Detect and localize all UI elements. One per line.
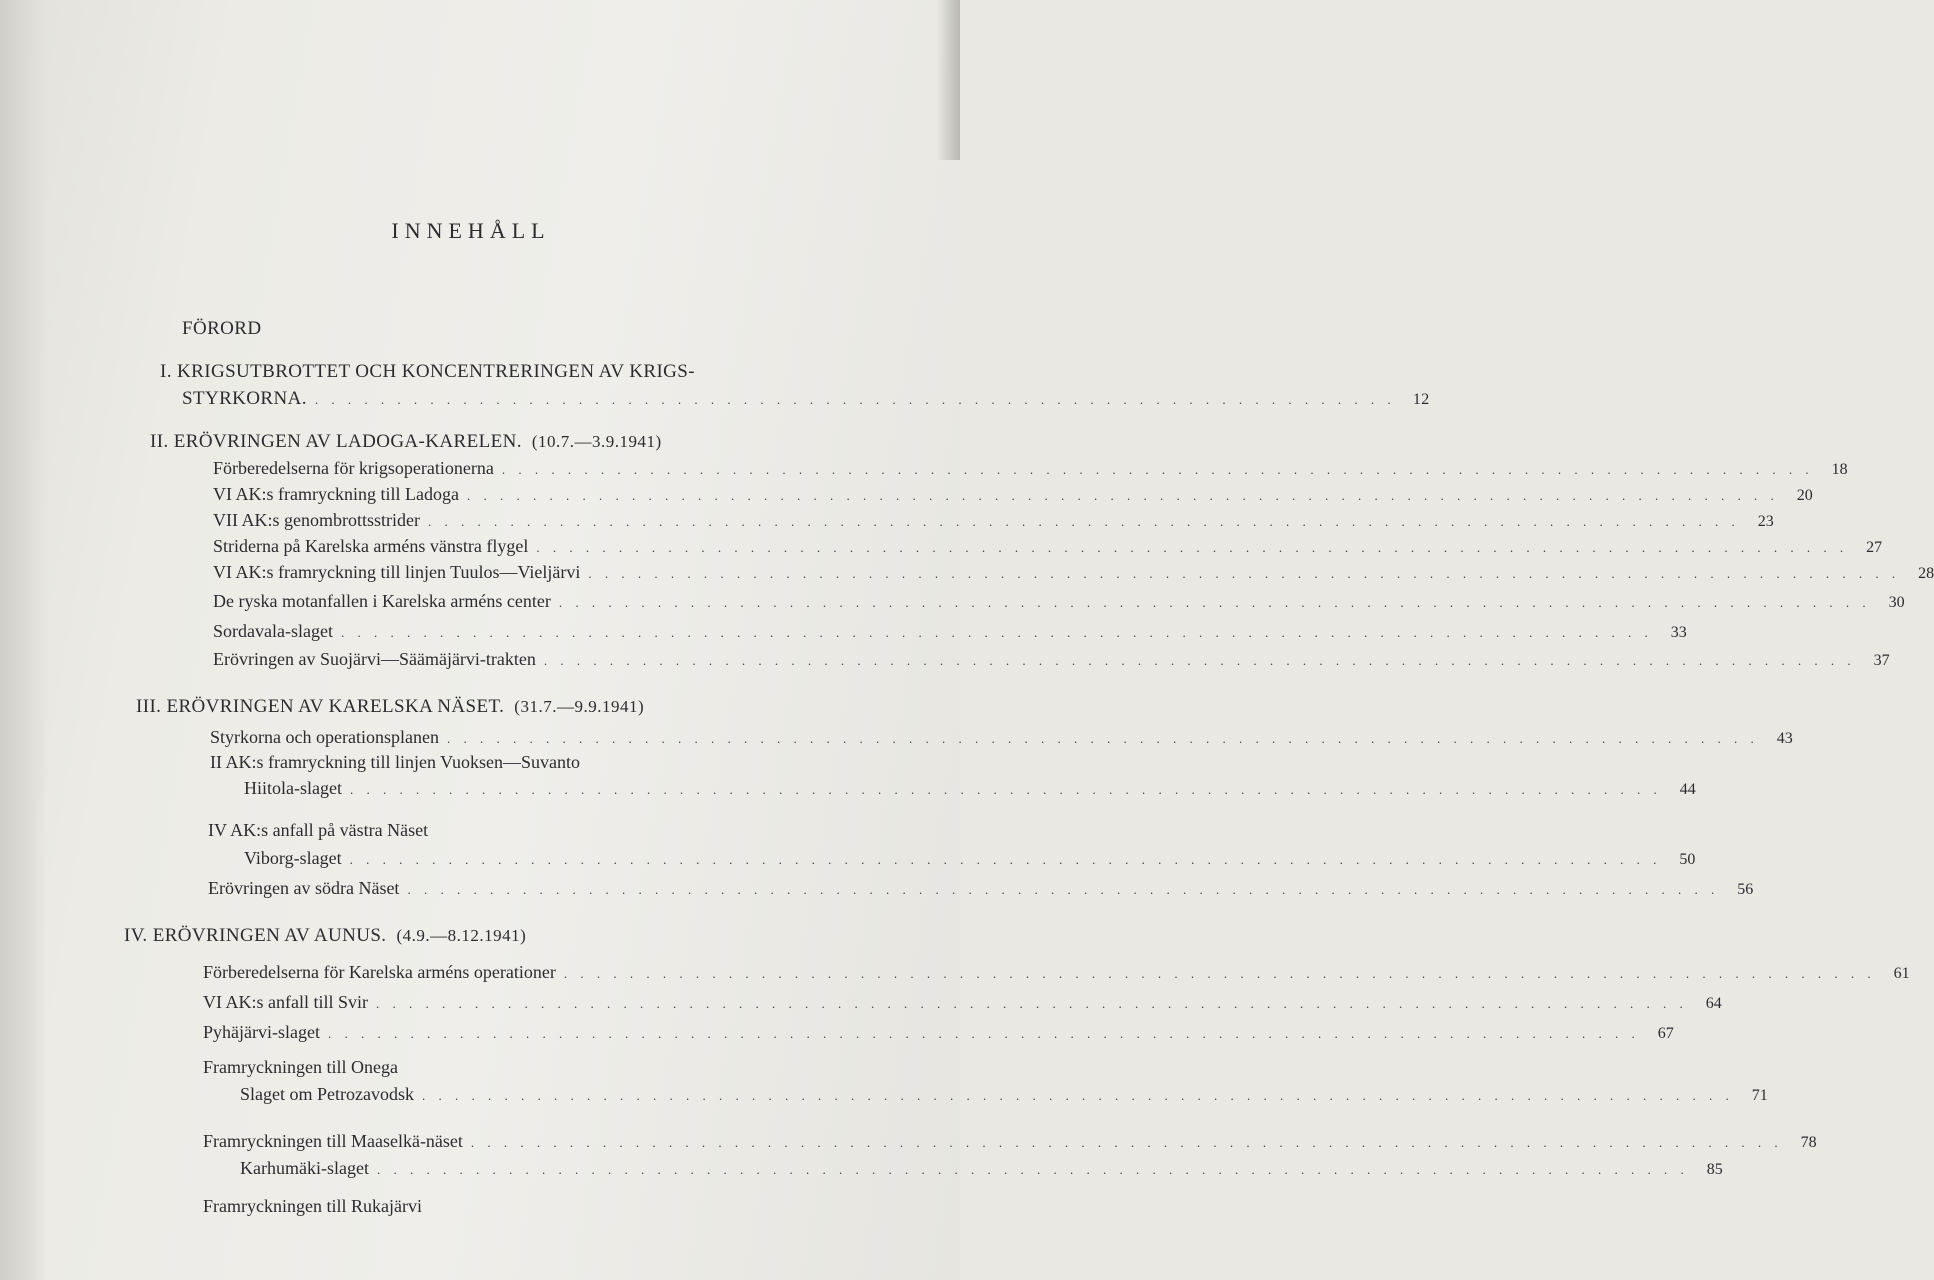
page-number: 78 [1800,1134,1817,1151]
section-title: Förberedelserna för Karelska arméns operationer [203,962,556,982]
toc-section-chapter4-1 [203,962,1910,983]
toc-section-chapter3-2 [210,752,856,773]
section-title: Slaget om Petrozavodsk [240,1084,414,1104]
toc-section-chapter2-1 [213,458,1848,479]
page-number: 56 [1737,881,1754,898]
toc-section-chapter3-3 [244,778,1696,799]
leader-dots: . . . . . . . . . . . . . . . . . . . . . . . . . . . . . . . . . . . . . . . . . . . . . . . . . . . . . . . . . . . . . . . . . . [314,392,1396,407]
page-number: 37 [1873,652,1890,669]
page-number: 44 [1679,781,1696,798]
page-number: 30 [1888,594,1905,611]
section-title: De ryska motanfallen i Karelska arméns center [213,591,551,611]
leader-dots: . . . . . . . . . . . . . . . . . . . . . . . . . . . . . . . . . . . . . . . . . . . . . . . . . . . . . . . . . . . . . . . . . . . . . . . . . . . . . . . . [588,566,1901,581]
page-number: 33 [1670,624,1687,641]
section-title: Erövringen av södra Näset [208,878,400,898]
section-title: Erövringen av Suojärvi—Säämäjärvi-trakten [213,649,536,669]
section-title: II AK:s framryckning till linjen Vuoksen—Suvanto [210,752,581,772]
leader-dots: . . . . . . . . . . . . . . . . . . . . . . . . . . . . . . . . . . . . . . . . . . . . . . . . . . . . . . . . . . . . . . . . . . . . . . . . . . . . . . . . [446,731,1759,746]
section-title: Styrkorna och operationsplanen [210,727,439,747]
section-title: Karhumäki-slaget [240,1158,369,1178]
page-number: 71 [1751,1087,1768,1104]
page-number: 23 [1757,513,1774,530]
leader-dots: . . . . . . . . . . . . . . . . . . . . . . . . . . . . . . . . . . . . . . . . . . . . . . . . . . . . . . . . . . . . . . . . . . . . . . . . . . . . . . . . [543,653,1856,668]
toc-section-chapter2-3 [213,510,1774,531]
toc-section-chapter3-1 [210,727,1793,748]
toc-section-chapter2-5 [213,562,1934,583]
toc-chapter-1-line1: I. KRIGSUTBROTTET OCH KONCENTRERINGEN AV KRIGS- [160,361,695,382]
toc-chapter-2: II. ERÖVRINGEN AV LADOGA-KARELEN. (10.7.—3.9.1941) [150,431,662,452]
page-title: INNEHÅLL [391,218,551,243]
toc-section-chapter2-8 [213,649,1890,670]
section-title: Framryckningen till Maaselkä-näset [203,1131,463,1151]
page-edge-shadow [936,0,960,160]
leader-dots: . . . . . . . . . . . . . . . . . . . . . . . . . . . . . . . . . . . . . . . . . . . . . . . . . . . . . . . . . . . . . . . . . . . . . . . . . . . . . . . . [376,996,1688,1011]
page-number: 28 [1918,565,1934,582]
leader-dots: . . . . . . . . . . . . . . . . . . . . . . . . . . . . . . . . . . . . . . . . . . . . . . . . . . . . . . . . . . . . . . . . . . . . . . . . . . . . . . . . [563,966,1876,981]
toc-chapter-4: IV. ERÖVRINGEN AV AUNUS. (4.9.—8.12.1941) [124,925,527,946]
leader-dots: . . . . . . . . . . . . . . . . . . . . . . . . . . . . . . . . . . . . . . . . . . . . . . . . . . . . . . . . . . . . . . . . . . . . . . . . . . . . . . . . [427,514,1740,529]
leader-dots: . . . . . . . . . . . . . . . . . . . . . . . . . . . . . . . . . . . . . . . . . . . . . . . . . . . . . . . . . . . . . . . . . . . . . . . . . . . . . . . . [349,852,1662,867]
section-title: Framryckningen till Onega [203,1057,398,1077]
toc-section-chapter3-4 [208,820,856,841]
toc-section-chapter2-4 [213,536,1883,557]
toc-section-chapter4-8 [203,1196,895,1217]
section-title: Förberedelserna för krigsoperationerna [213,458,494,478]
page-number: 20 [1796,487,1813,504]
page-number: 27 [1866,539,1883,556]
leader-dots: . . . . . . . . . . . . . . . . . . . . . . . . . . . . . . . . . . . . . . . . . . . . . . . . . . . . . . . . . . . . . . . . . . . . . . . . . . . . . . . . [558,595,1871,610]
leader-dots: . . . . . . . . . . . . . . . . . . . . . . . . . . . . . . . . . . . . . . . . . . . . . . . . . . . . . . . . . . . . . . . . . . . . . . . . . . . . . . . . [376,1162,1689,1177]
leader-dots: . . . . . . . . . . . . . . . . . . . . . . . . . . . . . . . . . . . . . . . . . . . . . . . . . . . . . . . . . . . . . . . . . . . . . . . . . . . . . . . . [470,1135,1783,1150]
section-title: Pyhäjärvi-slaget [203,1022,320,1042]
toc-section-chapter2-6 [213,591,1905,612]
leader-dots: . . . . . . . . . . . . . . . . . . . . . . . . . . . . . . . . . . . . . . . . . . . . . . . . . . . . . . . . . . . . . . . . . . . . . . . . . . . . . . . . [340,625,1653,640]
section-title: Sordavala-slaget [213,621,333,641]
page-number: 64 [1705,995,1722,1012]
toc-chapter-1-line2: STYRKORNA. . . . . . . . . . . . . . . . . . . . . . . . . . . . . . . . . . . . . . . . . . . . . . . . . . . . . . . . . . . . . . . . . . . 12 [182,388,1430,409]
section-title: Framryckningen till Rukajärvi [203,1196,422,1216]
page-number: 18 [1831,461,1848,478]
section-title: Striderna på Karelska arméns vänstra flygel [213,536,529,556]
toc-chapter-3: III. ERÖVRINGEN AV KARELSKA NÄSET. (31.7.—9.9.1941) [136,696,645,717]
section-title: VII AK:s genombrottsstrider [213,510,420,530]
section-title: Viborg-slaget [244,848,342,868]
book-spine-shadow [0,0,48,1280]
section-title: VI AK:s framryckning till linjen Tuulos—Vieljärvi [213,562,581,582]
page-number: 43 [1776,730,1793,747]
toc-section-chapter4-4 [203,1057,865,1078]
toc-section-chapter2-7 [213,621,1687,642]
page-number: 67 [1657,1025,1674,1042]
toc-section-chapter2-2 [213,484,1813,505]
leader-dots: . . . . . . . . . . . . . . . . . . . . . . . . . . . . . . . . . . . . . . . . . . . . . . . . . . . . . . . . . . . . . . . . . . . . . . . . . . . . . . . . [327,1026,1640,1041]
leader-dots: . . . . . . . . . . . . . . . . . . . . . . . . . . . . . . . . . . . . . . . . . . . . . . . . . . . . . . . . . . . . . . . . . . . . . . . . . . . . . . . . [407,882,1720,897]
section-title: Hiitola-slaget [244,778,342,798]
toc-section-chapter4-7 [240,1158,1723,1179]
page-number: 85 [1706,1161,1723,1178]
toc-section-chapter3-6 [208,878,1754,899]
toc-section-chapter4-3 [203,1022,1674,1043]
page-number: 12 [1412,391,1430,408]
leader-dots: . . . . . . . . . . . . . . . . . . . . . . . . . . . . . . . . . . . . . . . . . . . . . . . . . . . . . . . . . . . . . . . . . . . . . . . . . . . . . . . . [501,462,1814,477]
page-number: 61 [1893,965,1910,982]
leader-dots: . . . . . . . . . . . . . . . . . . . . . . . . . . . . . . . . . . . . . . . . . . . . . . . . . . . . . . . . . . . . . . . . . . . . . . . . . . . . . . . . [349,782,1662,797]
toc-section-chapter4-5 [240,1084,1768,1105]
toc-section-chapter4-6 [203,1131,1817,1152]
section-title: IV AK:s anfall på västra Näset [208,820,429,840]
leader-dots: . . . . . . . . . . . . . . . . . . . . . . . . . . . . . . . . . . . . . . . . . . . . . . . . . . . . . . . . . . . . . . . . . . . . . . . . . . . . . . . . [466,488,1779,503]
toc-forord: FÖRORD [182,318,262,339]
leader-dots: . . . . . . . . . . . . . . . . . . . . . . . . . . . . . . . . . . . . . . . . . . . . . . . . . . . . . . . . . . . . . . . . . . . . . . . . . . . . . . . . [536,540,1849,555]
leader-dots: . . . . . . . . . . . . . . . . . . . . . . . . . . . . . . . . . . . . . . . . . . . . . . . . . . . . . . . . . . . . . . . . . . . . . . . . . . . . . . . . [421,1088,1734,1103]
section-title: VI AK:s anfall till Svir [203,992,368,1012]
section-title: VI AK:s framryckning till Ladoga [213,484,459,504]
toc-section-chapter3-5 [244,848,1696,869]
page-number: 50 [1679,851,1696,868]
toc-section-chapter4-2 [203,992,1722,1013]
